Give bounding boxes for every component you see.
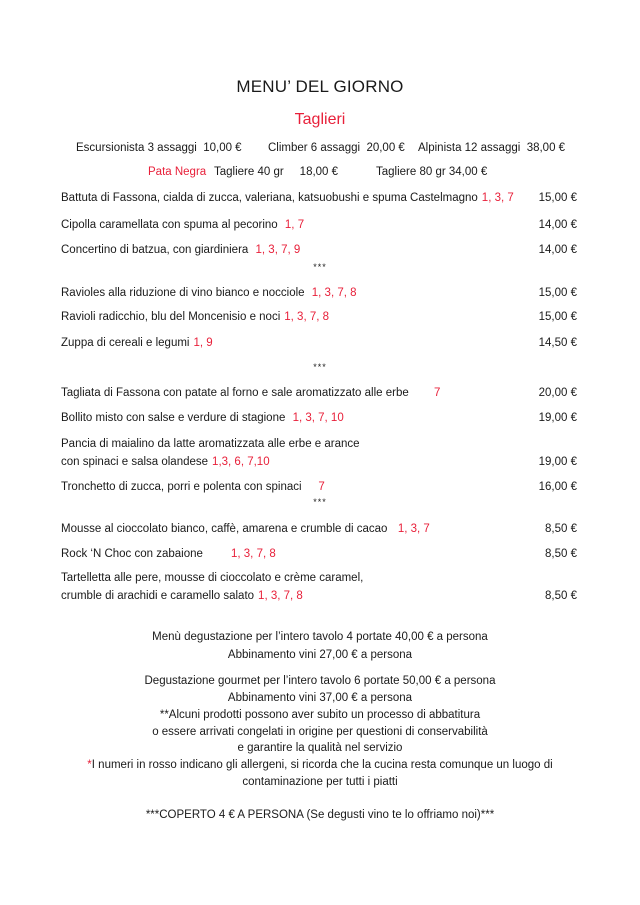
allergen-asterisk: *: [87, 759, 92, 771]
dish-price: 14,00 €: [538, 244, 577, 256]
allergen-codes: 1, 3, 7, 8: [311, 287, 357, 299]
note-frozen-3: e garantire la qualità nel servizio: [237, 742, 403, 754]
dish-price: 14,00 €: [538, 219, 577, 231]
dish-name: Ravioles alla riduzione di vino bianco e nocciole: [61, 287, 305, 299]
tagliere-price: 34,00 €: [448, 166, 488, 178]
dish-name: Battuta di Fassona, cialda di zucca, valeriana, katsuobushi e spuma Castelmagno: [61, 192, 478, 204]
menu-item: [61, 311, 329, 323]
tagliere-label: Tagliere 40 gr: [214, 166, 284, 178]
dish-name: crumble di arachidi e caramello salato: [61, 590, 255, 602]
pata-negra-label: Pata Negra: [148, 166, 207, 178]
wine-pairing-6: Abbinamento vini 37,00 € a persona: [227, 692, 413, 704]
section-title-taglieri: Taglieri: [294, 111, 346, 128]
allergen-note: [0, 759, 640, 771]
menu-item: [61, 244, 300, 256]
menu-item: [61, 481, 325, 493]
menu-item: [61, 590, 303, 602]
tagliere-price: 20,00 €: [366, 142, 405, 154]
tagliere-label: Tagliere 80 gr: [376, 166, 446, 178]
allergen-codes: 1, 9: [193, 337, 213, 349]
allergen-codes: 1, 3, 7, 8: [231, 548, 276, 560]
dish-price: 8,50 €: [545, 548, 577, 560]
tagliere-price: 10,00 €: [203, 142, 242, 154]
tasting-menu-6: Degustazione gourmet per l’intero tavolo 6 portate 50,00 € a persona: [144, 675, 496, 687]
note-frozen-1: **Alcuni prodotti possono aver subito un processo di abbatitura: [159, 709, 481, 721]
dish-price: 19,00 €: [538, 412, 577, 424]
tagliere-40gr: [214, 166, 338, 178]
section-separator: ***: [313, 362, 327, 372]
tasting-menu-4: Menù degustazione per l’intero tavolo 4 portate 40,00 € a persona: [152, 631, 488, 643]
dish-name: Tronchetto di zucca, porri e polenta con spinaci: [61, 481, 302, 493]
dish-price: 20,00 €: [538, 387, 577, 399]
tagliere-escursionista: [76, 142, 242, 154]
allergen-codes: 7: [434, 387, 441, 399]
allergen-codes: 1, 3, 7: [481, 192, 514, 204]
dish-name: Zuppa di cereali e legumi: [61, 337, 190, 349]
allergen-codes: 1, 3, 7, 9: [255, 244, 301, 256]
menu-item: [61, 523, 430, 535]
tagliere-alpinista: [418, 142, 565, 154]
tagliere-label: Climber 6 assaggi: [268, 142, 361, 154]
wine-pairing-4: Abbinamento vini 27,00 € a persona: [227, 649, 413, 661]
dish-price: 8,50 €: [545, 523, 577, 535]
dish-name: Bollito misto con salse e verdure di stagione: [61, 412, 286, 424]
tagliere-label: Alpinista 12 assaggi: [418, 142, 521, 154]
dish-price: 15,00 €: [538, 287, 577, 299]
dish-price: 15,00 €: [538, 192, 577, 204]
dish-price: 19,00 €: [538, 456, 577, 468]
allergen-codes: 1, 3, 7, 8: [258, 590, 303, 602]
tagliere-climber: [268, 142, 405, 154]
menu-item: [61, 548, 203, 560]
dish-name: Rock ‘N Choc con zabaione: [61, 548, 203, 560]
menu-item: [61, 219, 304, 231]
dish-price: 8,50 €: [545, 590, 577, 602]
section-separator: ***: [313, 262, 327, 272]
section-separator: ***: [313, 497, 327, 507]
allergen-note-2: contaminazione per tutti i piatti: [242, 776, 398, 788]
tagliere-label: Escursionista 3 assaggi: [76, 142, 197, 154]
menu-item-line1: Pancia di maialino da latte aromatizzata alle erbe e arance: [61, 438, 360, 450]
menu-item: [61, 412, 344, 424]
dish-name: Ravioli radicchio, blu del Moncenisio e noci: [61, 311, 281, 323]
dish-name: Concertino di batzua, con giardiniera: [61, 244, 249, 256]
allergen-codes: 7: [318, 481, 325, 493]
tagliere-price: 18,00 €: [299, 166, 339, 178]
dish-price: 14,50 €: [538, 337, 577, 349]
dish-name: con spinaci e salsa olandese: [61, 456, 209, 468]
dish-price: 16,00 €: [538, 481, 577, 493]
menu-item-line1: Tartelletta alle pere, mousse di cioccolato e crème caramel,: [61, 572, 364, 584]
page-title: MENU’ DEL GIORNO: [236, 77, 404, 96]
allergen-codes: 1, 3, 7, 8: [284, 311, 330, 323]
dish-name: Cipolla caramellata con spuma al pecorino: [61, 219, 278, 231]
allergen-note-text: I numeri in rosso indicano gli allergeni, si ricorda che la cucina resta comunque un luogo di: [91, 759, 553, 771]
allergen-codes: 1, 3, 7: [397, 523, 430, 535]
allergen-codes: 1,3, 6, 7,10: [212, 456, 270, 468]
menu-item: [61, 456, 270, 468]
allergen-codes: 1, 3, 7, 10: [292, 412, 344, 424]
allergen-codes: 1, 7: [284, 219, 305, 231]
cover-charge-note: ***COPERTO 4 € A PERSONA (Se degusti vino te lo offriamo noi)***: [145, 809, 495, 821]
menu-item: [61, 287, 357, 299]
dish-price: 15,00 €: [538, 311, 577, 323]
dish-name: Tagliata di Fassona con patate al forno e sale aromatizzato alle erbe: [61, 387, 409, 399]
menu-item: [61, 192, 514, 204]
menu-item: [61, 387, 409, 399]
note-frozen-2: o essere arrivati congelati in origine per questioni di conservabilità: [152, 726, 488, 738]
tagliere-price: 38,00 €: [526, 142, 566, 154]
tagliere-80gr: [376, 166, 487, 178]
dish-name: Mousse al cioccolato bianco, caffè, amarena e crumble di cacao: [61, 523, 388, 535]
menu-item: [61, 337, 213, 349]
